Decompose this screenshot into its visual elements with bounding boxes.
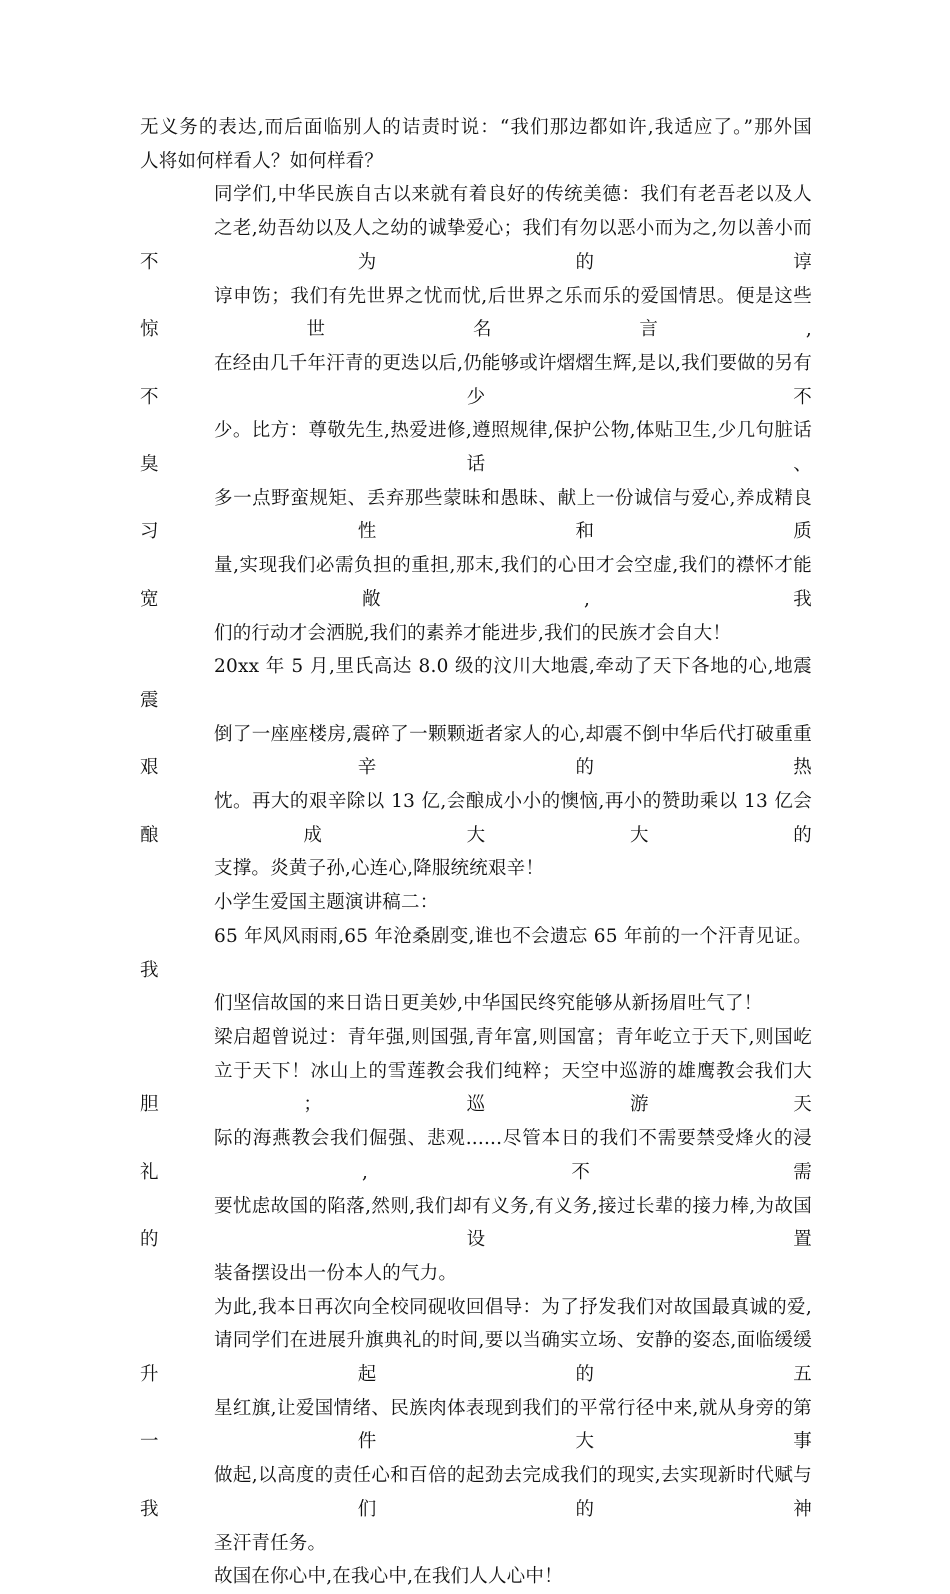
text-line: 为此,我本日再次向全校同砚收回倡导：为了抒发我们对故国最真诚的爱, bbox=[214, 1296, 812, 1318]
text-line: 装备摆设出一份本人的气力。 bbox=[214, 1262, 458, 1284]
text-line: 人将如何样看人？如何样看？ bbox=[140, 150, 384, 172]
paragraph bbox=[140, 1021, 812, 1291]
text-line: 谆申饬；我们有先世界之忧而忧,后世界之乐而乐的爱国情思。便是这些惊世名言, bbox=[140, 285, 812, 341]
text-line: 做起,以高度的责任心和百倍的起劲去完成我们的现实,去实现新时代赋与我们的神 bbox=[140, 1465, 812, 1520]
text-line: 圣汗青任务。 bbox=[214, 1532, 327, 1554]
paragraph bbox=[140, 920, 812, 1021]
body-text bbox=[140, 111, 812, 1594]
text-line: 忱。再大的艰辛除以 13 亿,会酿成小小的懊恼,再小的赞助乘以 13 亿会酿成大大的 bbox=[140, 791, 812, 846]
text-line: 支撑。炎黄子孙,心连心,降服统统艰辛！ bbox=[214, 858, 545, 880]
text-line: 量,实现我们必需负担的重担,那末,我们的心田才会空虚,我们的襟怀才能宽敞,我 bbox=[140, 555, 812, 610]
text-line: 少。比方：尊敬先生,热爱进修,遵照规律,保护公物,体贴卫生,少几句脏话臭话、 bbox=[140, 420, 812, 476]
text-line: 在经由几千年汗青的更迭以后,仍能够或许熠熠生辉,是以,我们要做的另有不少不 bbox=[140, 352, 812, 408]
text-line: 立于天下！冰山上的雪莲教会我们纯粹；天空中巡游的雄鹰教会我们大胆；巡游天 bbox=[140, 1060, 812, 1116]
text-line: 65 年风风雨雨,65 年沧桑剧变,谁也不会遗忘 65 年前的一个汗青见证。我 bbox=[140, 925, 812, 981]
text-line: 要忧虑故国的陷落,然则,我们却有义务,有义务,接过长辈的接力棒,为故国的设置 bbox=[140, 1195, 812, 1251]
text-line: 们坚信故国的来日诰日更美妙,中华国民终究能够从新扬眉吐气了！ bbox=[214, 993, 763, 1015]
paragraph bbox=[140, 886, 812, 920]
text-line: 们的行动才会洒脱,我们的素养才能进步,我们的民族才会自大！ bbox=[214, 622, 732, 644]
text-line: 小学生爱国主题演讲稿二： bbox=[214, 892, 439, 914]
text-line: 之老,幼吾幼以及人之幼的诚挚爱心；我们有勿以恶小而为之,勿以善小而不为的谆 bbox=[140, 218, 812, 273]
paragraph bbox=[140, 178, 812, 650]
text-line: 无义务的表达,而后面临别人的诘责时说：“我们那边都如许,我适应了。”那外国 bbox=[140, 117, 812, 138]
text-line: 同学们,中华民族自古以来就有着良好的传统美德：我们有老吾老以及人 bbox=[214, 184, 812, 206]
text-line: 20xx 年 5 月,里氏高达 8.0 级的汶川大地震,牵动了天下各地的心,地震震 bbox=[140, 656, 812, 711]
text-line: 请同学们在进展升旗典礼的时间,要以当确实立场、安静的姿态,面临缓缓升起的五 bbox=[140, 1330, 812, 1386]
text-line: 梁启超曾说过：青年强,则国强,青年富,则国富；青年屹立于天下,则国屹 bbox=[214, 1026, 812, 1048]
paragraph bbox=[140, 111, 812, 178]
paragraph bbox=[140, 1291, 812, 1561]
paragraph bbox=[140, 1560, 812, 1594]
text-line: 多一点野蛮规矩、丢弃那些蒙昧和愚昧、献上一份诚信与爱心,养成精良习性和质 bbox=[140, 487, 812, 543]
text-line: 倒了一座座楼房,震碎了一颗颗逝者家人的心,却震不倒中华后代打破重重艰辛的热 bbox=[140, 723, 812, 779]
text-line: 故国在你心中,在我心中,在我们人人心中！ bbox=[214, 1566, 563, 1588]
text-line: 星红旗,让爱国情绪、民族肉体表现到我们的平常行径中来,就从身旁的第一件大事 bbox=[140, 1397, 812, 1453]
paragraph bbox=[140, 650, 812, 886]
text-line: 际的海燕教会我们倔强、悲观......尽管本日的我们不需要禁受烽火的浸礼,不需 bbox=[140, 1128, 812, 1183]
